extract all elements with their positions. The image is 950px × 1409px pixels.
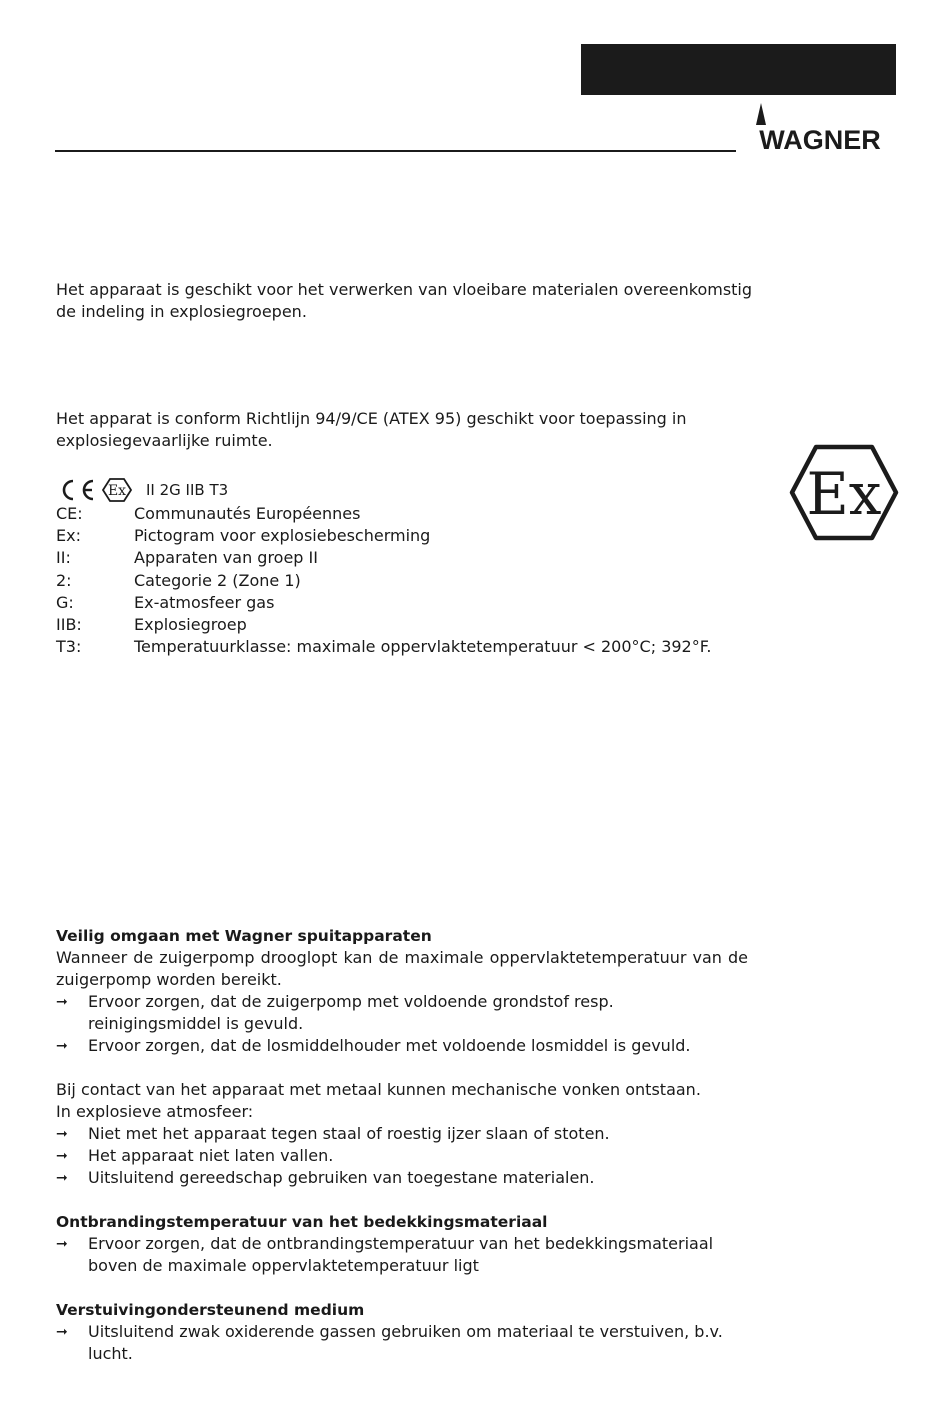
list-item <box>56 1035 748 1057</box>
safety-section <box>56 925 748 1365</box>
ce-mark-icon <box>56 478 98 502</box>
wagner-logo <box>743 103 898 153</box>
ex-mark-small-icon <box>102 478 132 502</box>
definition-value: Pictogram voor explosiebescherming <box>134 526 431 546</box>
marking-code: II 2G IIB T3 <box>146 481 229 499</box>
definition-key: CE: <box>56 504 83 523</box>
list-item-text: Ervoor zorgen, dat de ontbrandingstemperatuur van het bedekkingsmateriaal boven de maximale oppervlaktetemperatuur ligt <box>88 1234 714 1275</box>
list-item-text: Ervoor zorgen, dat de zuigerpomp met voldoende grondstof resp. reinigingsmiddel is gevuld. <box>88 992 614 1033</box>
list-item <box>56 1123 748 1145</box>
list-item-text: Niet met het apparaat tegen staal of roestig ijzer slaan of stoten. <box>88 1124 610 1143</box>
list-item <box>56 1321 748 1365</box>
brand-text: WAGNER <box>759 125 881 153</box>
header-black-bar <box>581 44 896 95</box>
marking-row <box>56 477 228 503</box>
arrow-right-icon: ➞ <box>56 1324 68 1340</box>
definition-value: Communautés Européennes <box>134 504 361 523</box>
definition-value: Temperatuurklasse: maximale oppervlaktetemperatuur < 200°C; 392°F. <box>134 637 712 657</box>
section-heading-ignition-temperature: Ontbrandingstemperatuur van het bedekkingsmateriaal <box>56 1213 548 1231</box>
list-item-text: Ervoor zorgen, dat de losmiddelhouder met voldoende losmiddel is gevuld. <box>88 1036 691 1055</box>
arrow-right-icon: ➞ <box>56 1236 68 1252</box>
definition-row <box>56 503 756 525</box>
header-rule <box>55 150 736 152</box>
intro-paragraph-2: Het apparat is conform Richtlijn 94/9/CE (ATEX 95) geschikt voor toepassing in explosiegevaarlijke ruimte. <box>56 409 687 450</box>
list-item <box>56 1145 748 1167</box>
arrow-right-icon: ➞ <box>56 1170 68 1186</box>
definition-key: 2: <box>56 570 72 590</box>
definition-row <box>56 570 756 592</box>
definition-value: Ex-atmosfeer gas <box>134 592 275 612</box>
list-item <box>56 1233 748 1277</box>
arrow-right-icon: ➞ <box>56 1038 68 1054</box>
definition-value: Categorie 2 (Zone 1) <box>134 570 301 590</box>
definition-row <box>56 614 756 636</box>
marking-definitions <box>56 503 756 658</box>
definition-row <box>56 525 756 547</box>
ex-hexagon-icon <box>789 444 899 541</box>
intro-paragraph-1: Het apparaat is geschikt voor het verwerken van vloeibare materialen overeenkomstig de indeling in explosiegroepen. <box>56 280 753 321</box>
paragraph-sparks: Bij contact van het apparaat met metaal kunnen mechanische vonken ontstaan. <box>56 1080 701 1099</box>
definition-row <box>56 547 756 569</box>
definition-key: Ex: <box>56 526 81 546</box>
list-item <box>56 1167 748 1189</box>
definition-value: Explosiegroep <box>134 614 247 634</box>
list-item-text: Uitsluitend zwak oxiderende gassen gebruiken om materiaal te verstuiven, b.v. lucht. <box>88 1322 723 1363</box>
svg-text:Ex: Ex <box>107 483 127 499</box>
arrow-right-icon: ➞ <box>56 1148 68 1164</box>
list-item-text: Het apparaat niet laten vallen. <box>88 1146 334 1165</box>
arrow-right-icon: ➞ <box>56 994 68 1010</box>
svg-text:Ex: Ex <box>806 460 882 528</box>
section-heading-atomizing-medium: Verstuivingondersteunend medium <box>56 1301 365 1319</box>
paragraph-dry-run: Wanneer de zuigerpomp drooglopt kan de maximale oppervlaktetemperatuur van de zuigerpomp worden bereikt. <box>56 948 748 989</box>
definition-key: G: <box>56 592 74 612</box>
paragraph-explosive-atmosphere: In explosieve atmosfeer: <box>56 1102 254 1121</box>
definition-value: Apparaten van groep II <box>134 548 318 568</box>
definition-key: T3: <box>56 637 82 657</box>
list-item <box>56 991 748 1035</box>
definition-key: II: <box>56 548 71 568</box>
section-heading-safe-handling: Veilig omgaan met Wagner spuitapparaten <box>56 927 432 945</box>
definition-key: IIB: <box>56 614 82 634</box>
definition-row <box>56 636 756 658</box>
list-item-text: Uitsluitend gereedschap gebruiken van toegestane materialen. <box>88 1168 595 1187</box>
arrow-right-icon: ➞ <box>56 1126 68 1142</box>
definition-row <box>56 592 756 614</box>
